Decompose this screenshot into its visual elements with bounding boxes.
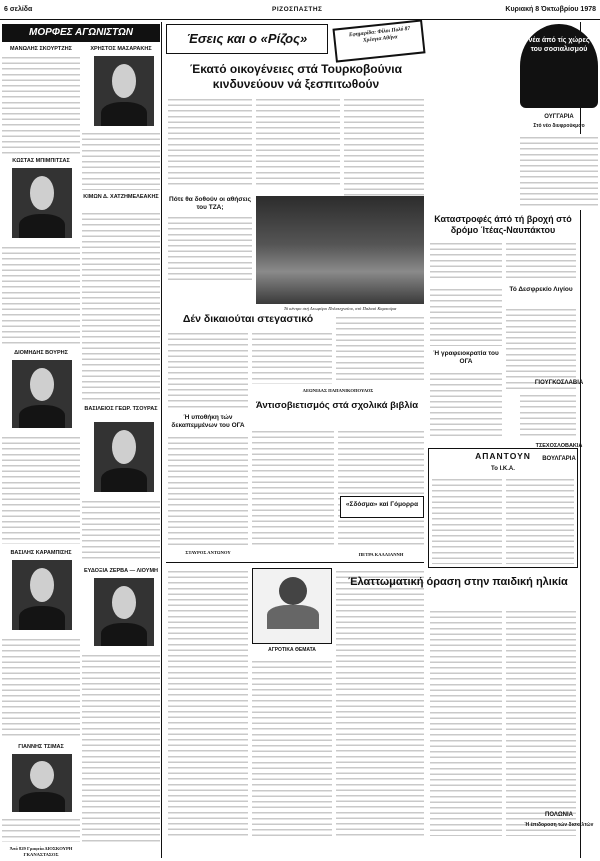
section-heading: ΓΙΟΥΓΚΟΣΛΑΒΙΑ xyxy=(534,380,584,386)
pension-title: Ή υποθήκη τών δεκαπεμμένων του ΟΓΑ xyxy=(171,414,245,429)
article-text xyxy=(168,214,252,284)
article-text xyxy=(82,210,160,400)
textbook-headline: Άντισοβιετισμός στά σχολικά βιβλία xyxy=(255,400,419,411)
person-name: ΔΙΟΜΗΔΗΣ ΒΟΥΡΗΣ xyxy=(14,350,68,356)
person-name: ΜΑΝΩΛΗΣ ΣΚΟΥΡΤΖΗΣ xyxy=(10,46,72,52)
reply-subtitle: Το Ι.Κ.Α. xyxy=(491,466,515,472)
page-number: 6 σελίδα xyxy=(4,6,33,13)
section-heading: ΟΥΓΓΑΡΙΑ xyxy=(544,114,574,120)
sdoaris-box-title: «Σδόσμα» καί Γόμορρα xyxy=(345,501,419,508)
rain-headline: Καταστροφές άπό τή βροχή στό δρόμο Ίτέας-Ναυπάκτου xyxy=(434,214,572,235)
section-subheading: Στό νέο διυφρούκμσο xyxy=(533,123,585,129)
banner-title: Έσεις και ο «Ρίζος» xyxy=(186,31,308,46)
issue-date: Κυριακή 8 Όκτωβρίου 1978 xyxy=(505,6,596,13)
main-headline: Έκατό οικογένειες στά Τουρκοβούνια κινδυνεύουν νά ξεσπιτωθούν xyxy=(189,62,403,91)
portrait-photo xyxy=(94,56,154,126)
cartoon-figure xyxy=(267,605,319,629)
signature: Άπό 829 Γραφεία ΔΙΟΣΚΟΥΡΗ ΓΚΑΝΑΣΤΑΣΟΣ xyxy=(9,846,73,857)
article-text xyxy=(168,96,252,186)
article-text xyxy=(338,428,424,548)
article-text xyxy=(506,306,576,390)
column-divider xyxy=(161,22,162,858)
article-text xyxy=(430,608,502,836)
article-text xyxy=(506,476,574,564)
person-name: ΒΑΣΙΛΗΣ ΚΑΡΑΜΠΙΣΗΣ xyxy=(10,550,72,556)
article-text xyxy=(82,498,160,562)
article-text xyxy=(2,636,80,740)
article-text xyxy=(2,816,80,842)
article-text xyxy=(520,134,598,210)
article-text xyxy=(506,608,576,836)
article-text xyxy=(256,96,340,186)
section-subheading: Ή έπιδοροση τών δισκελτών xyxy=(524,822,594,828)
cartoon xyxy=(252,568,332,644)
person-name: ΚΩΣΤΑΣ ΜΠΙΜΠΙΤΣΑΣ xyxy=(12,158,70,164)
article-text xyxy=(336,568,424,836)
article-text xyxy=(344,96,424,200)
article-text xyxy=(168,330,248,410)
portrait-photo xyxy=(12,560,72,630)
socialist-box-title: νέα άπό τίς χώρες του σοσιαλισμού xyxy=(528,37,590,53)
cartoon-label: ΑΓΡΟΤΙΚΑ ΘΕΜΑΤΑ xyxy=(268,647,316,653)
article-text xyxy=(252,330,332,384)
section-title: ΜΟΡΦΕΣ ΑΓΩΝΙΣΤΩΝ xyxy=(29,27,133,38)
person-name: ΚΙΜΩΝ Δ. ΧΑΤΖΗΜΕΛΕΑΚΗΣ xyxy=(83,194,159,200)
portrait-photo xyxy=(94,422,154,492)
portrait-photo xyxy=(12,168,72,238)
photo-caption: Τό κέντρο στή Λεωφόρο Πολυτεχνείου, στό Παλαιό Καμπούρα xyxy=(283,306,397,311)
article-text xyxy=(520,392,576,440)
article-text xyxy=(82,652,160,842)
article-text xyxy=(430,370,502,436)
section-heading: ΤΣΕΧΟΣΛΟΒΑΚΙΑ xyxy=(535,443,583,449)
portrait-photo xyxy=(12,360,72,428)
stamp-text: Εφημερίδα: Φίλοι Πολύ 87 Χρέσγια Αθήνα xyxy=(348,25,411,44)
article-text xyxy=(336,314,424,384)
portrait-photo xyxy=(94,578,154,646)
person-name: ΕΥΔΟΞΙΑ ΖΕΡΒΑ — ΛΙΟΥΜΗ xyxy=(83,568,159,574)
article-text xyxy=(168,434,248,546)
person-name: ΓΙΑΝΝΗΣ ΤΣΙΜΑΣ xyxy=(18,744,64,750)
office-title: Ή γραφειοκρατία του ΟΓΑ xyxy=(433,350,499,365)
signature: ΠΕΤΡΑ ΚΑΛΛΙΑΝΝΗ xyxy=(358,552,404,557)
article-text xyxy=(2,244,80,344)
news-photo xyxy=(256,196,424,304)
article-text xyxy=(430,286,502,346)
person-name: ΒΑΣΙΛΕΙΟΣ ΓΕΩΡ. ΤΣΟΥΡΑΣ xyxy=(84,406,158,412)
sdoaris-title: Τό Δεσφρεκίο Λιγίου xyxy=(509,286,573,293)
article-text xyxy=(432,476,502,564)
cartoon-figure xyxy=(279,577,307,605)
article-text xyxy=(252,428,334,548)
section-divider xyxy=(166,562,424,563)
article-text xyxy=(506,240,576,280)
child-headline: Έλαττωματική όραση στην παιδική ηλικία xyxy=(348,576,568,588)
person-name: ΧΡΗΣΤΟΣ ΜΑΣΑΡΑΚΗΣ xyxy=(90,46,152,52)
article-text xyxy=(168,568,248,836)
page-header xyxy=(0,0,600,20)
portrait-photo xyxy=(12,754,72,812)
article-text xyxy=(430,240,502,280)
article-text xyxy=(2,54,80,154)
article-text xyxy=(252,658,332,836)
section-heading: ΠΟΛΩΝΙΑ xyxy=(545,812,573,818)
signature: ΛΕΩΝΙΔΑΣ ΠΑΠΑΝΙΚΟΠΟΥΛΟΣ xyxy=(302,388,374,393)
article-text xyxy=(2,434,80,544)
signature: ΣΤΑΥΡΟΣ ΑΝΤΩΝΟΥ xyxy=(185,550,231,555)
reply-title: ΑΠΑΝΤΟΥΝ xyxy=(475,451,531,461)
left-column xyxy=(2,22,160,858)
section-heading: ΒΟΥΛΓΑΡΙΑ xyxy=(542,456,576,462)
article-text xyxy=(82,130,160,190)
masthead: ΡΙΖΟΣΠΑΣΤΗΣ xyxy=(272,6,323,13)
housing-headline: Δέν δικαιούται στεγαστικό xyxy=(182,313,314,325)
tza-title: Πότε θα δοθούν οι αθήσεις του ΤΖΑ; xyxy=(169,196,251,211)
